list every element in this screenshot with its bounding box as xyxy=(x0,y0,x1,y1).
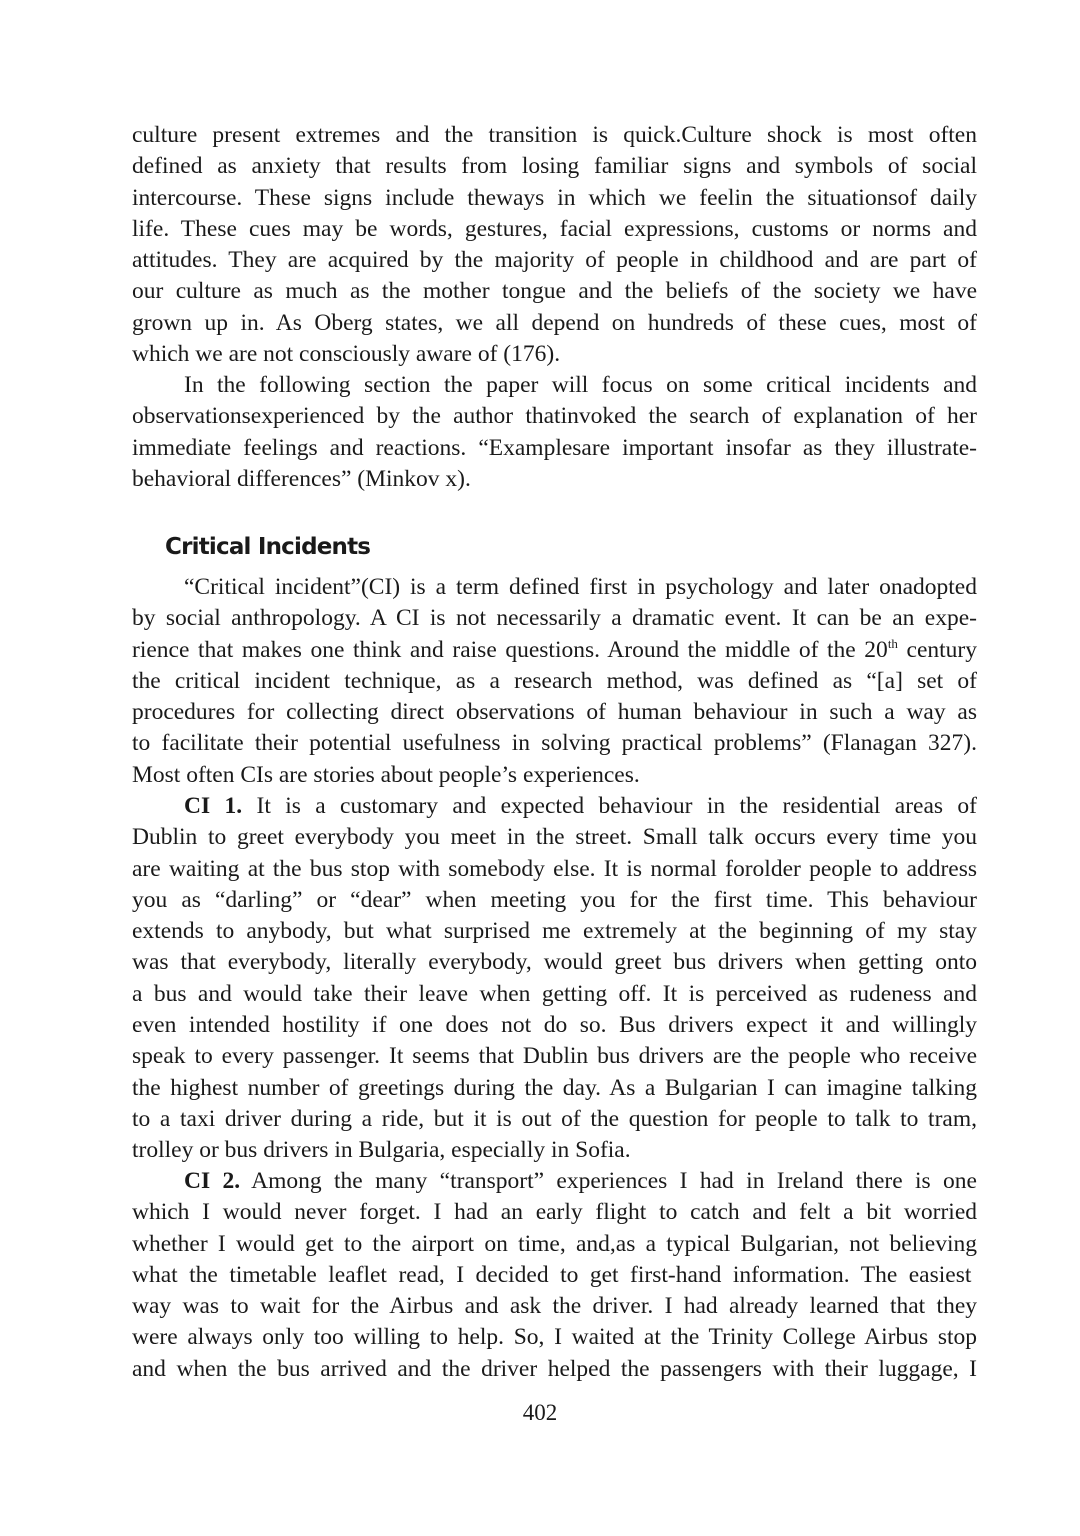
text-line: a bus and would take their leave when getting off. It is perceived as rudeness and xyxy=(132,980,977,1007)
text-line: defined as anxiety that results from losing familiar signs and symbols of social xyxy=(132,153,977,180)
ci-label: CI 1. xyxy=(184,793,243,819)
text-line: culture present extremes and the transition is quick.Culture shock is most often xyxy=(132,122,977,148)
text-span: It is a customary and expected behaviour in the residential areas of xyxy=(242,793,978,819)
text-line: attitudes. They are acquired by the majority of people in childhood and are part of xyxy=(132,247,977,274)
text-line: the critical incident technique, as a research method, was defined as “[a] set of xyxy=(132,667,977,694)
text-line: Dublin to greet everybody you meet in the street. Small talk occurs every time you xyxy=(132,824,977,851)
text-line: intercourse. These signs include theways in which we feelin the situationsof daily xyxy=(132,184,977,211)
text-line xyxy=(132,791,977,822)
text-line: behavioral differences” (Minkov x). xyxy=(132,465,471,492)
page-number: 402 xyxy=(522,1400,558,1425)
text-line: life. These cues may be words, gestures, facial expressions, customs or norms and xyxy=(132,215,977,242)
text-line: were always only too willing to help. So, I waited at the Trinity College Airbus stop xyxy=(132,1324,977,1351)
ci-label: CI 2. xyxy=(184,1168,241,1194)
paragraph-culture-shock xyxy=(132,120,977,370)
text-line: what the timetable leaflet read, I decided to get first-hand information. The easiest xyxy=(132,1261,972,1288)
text-line: which I would never forget. I had an early flight to catch and felt a bit worried xyxy=(132,1199,977,1226)
text-line: our culture as much as the mother tongue and the beliefs of the society we have xyxy=(132,278,977,305)
section-heading: Critical Incidents xyxy=(165,534,371,560)
paragraph-following-section xyxy=(132,370,977,495)
paragraph-critical-incident-definition xyxy=(132,572,977,791)
text-line: observationsexperienced by the author thatinvoked the search of explanation of her xyxy=(132,403,977,430)
text-line: whether I would get to the airport on time, and,as a typical Bulgarian, not believing xyxy=(132,1230,977,1257)
text-line: grown up in. As Oberg states, we all depend on hundreds of these cues, most of xyxy=(132,309,977,336)
text-line: way was to wait for the Airbus and ask the driver. I had already learned that they xyxy=(132,1293,977,1320)
text-line: and when the bus arrived and the driver helped the passengers with their luggage, I xyxy=(132,1355,977,1382)
text-line: are waiting at the bus stop with somebody else. It is normal forolder people to address xyxy=(132,855,977,882)
text-line: to facilitate their potential usefulness in solving practical problems” (Flanagan 327). xyxy=(132,730,977,757)
text-line: immediate feelings and reactions. “Examplesare important insofar as they illustrate- xyxy=(132,434,977,461)
text-line: Most often CIs are stories about people’s experiences. xyxy=(132,761,640,788)
text-line: which we are not consciously aware of (176). xyxy=(132,341,561,368)
text-line: procedures for collecting direct observations of human behaviour in such a way as xyxy=(132,699,977,726)
paragraph-ci-1 xyxy=(132,791,977,1167)
text-line xyxy=(132,1166,977,1197)
text-line: to a taxi driver during a ride, but it is out of the question for people to talk to tram, xyxy=(132,1105,977,1132)
text-line: the highest number of greetings during the day. As a Bulgarian I can imagine talking xyxy=(132,1074,977,1101)
text-span: Among the many “transport” experiences I had in Ireland there is one xyxy=(240,1168,977,1194)
text-line: trolley or bus drivers in Bulgaria, especially in Sofia. xyxy=(132,1137,631,1164)
text-line: was that everybody, literally everybody, would greet bus drivers when getting onto xyxy=(132,949,977,976)
text-span: century xyxy=(897,636,977,663)
text-line: In the following section the paper will focus on some critical incidents and xyxy=(184,372,977,398)
text-line: by social anthropology. A CI is not necessarily a dramatic event. It can be an expe- xyxy=(132,605,977,632)
paragraph-ci-2 xyxy=(132,1166,977,1385)
text-line xyxy=(132,635,977,666)
text-span: rience that makes one think and raise questions. Around the middle of the 20 xyxy=(132,636,888,663)
text-line: even intended hostility if one does not do so. Bus drivers expect it and willingly xyxy=(132,1012,977,1039)
text-line: you as “darling” or “dear” when meeting you for the first time. This behaviour xyxy=(132,886,977,913)
text-line: “Critical incident”(CI) is a term defined first in psychology and later onadopted xyxy=(184,574,977,600)
superscript: th xyxy=(887,635,898,651)
text-line: speak to every passenger. It seems that Dublin bus drivers are the people who receive xyxy=(132,1043,977,1070)
text-line: extends to anybody, but what surprised me extremely at the beginning of my stay xyxy=(132,918,977,945)
